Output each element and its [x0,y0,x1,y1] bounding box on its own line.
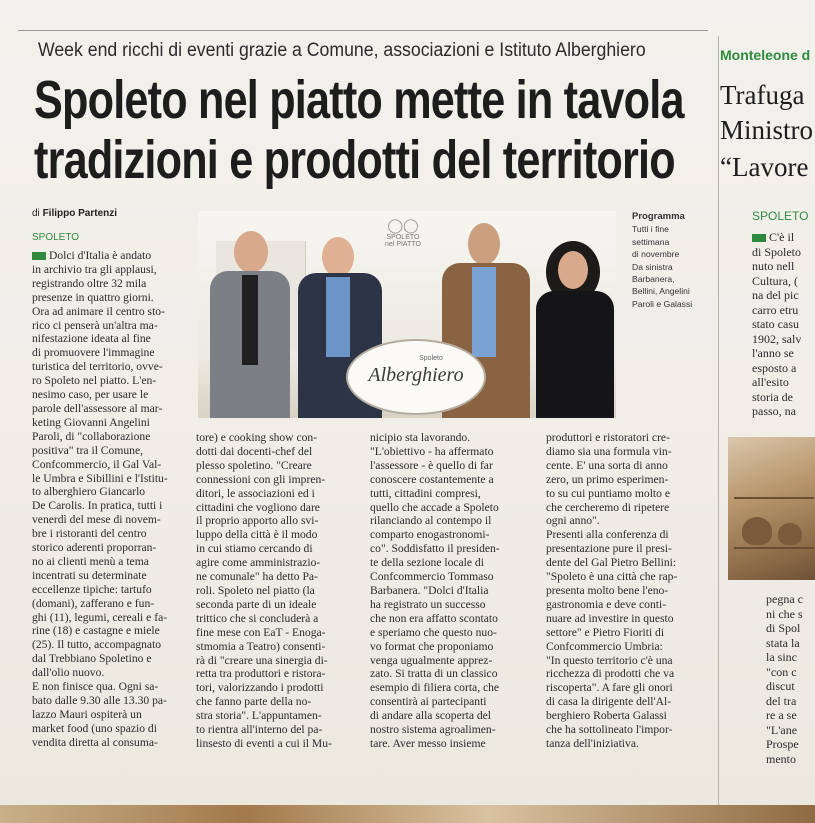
text-line: Prospe [766,737,799,751]
text-line: E non finisce qua. Ogni sa- [32,680,159,694]
text-line: lazzo Mauri ospiterà un [32,707,142,721]
text-line: registrando oltre 32 mila [32,276,147,290]
text-line: venerdì del mese di novem- [32,513,161,527]
text-line: ogni anno". [546,514,600,528]
sign-line-1: SPOLETO [386,234,420,241]
text-line: Confcommercio Tommaso [370,570,494,584]
top-rule [18,30,708,31]
text-line: di Spoleto [752,244,802,259]
byline-author: Filippo Partenzi [42,208,118,219]
text-line: che non era affatto scontato [370,611,498,625]
text-line: carro etru [752,302,799,317]
text-line: 1902, salv [752,331,802,346]
photo-shelf [734,547,814,549]
text-line: di novembre [632,249,680,260]
text-line: rilanciando al contempo il [370,514,492,528]
sidebar-photo [728,437,815,580]
text-line: Barbanera. "Dolci d'Italia [370,583,489,597]
text-line: "L'obiettivo - ha affermato [370,444,494,458]
text-line: stato casu [752,317,799,331]
logo-main-text: Alberghiero [368,364,464,386]
text-line: rine (18) e castagne e miele [32,624,160,638]
person-galassi [532,241,616,418]
sidebar-title-line-1: Trafuga [720,80,805,110]
sign-line-2: nel PIATTO [385,241,421,248]
text-line: stmomia a Teatro) consenti- [196,639,326,653]
person-shirt [472,267,496,357]
text-line: il proprio apporto allo svi- [196,514,319,528]
text-line: Presenti alla conferenza di [546,528,669,542]
text-line: cittadini che vogliono dare [196,500,320,514]
next-page-strip [0,805,815,823]
column-divider [718,36,719,806]
text-line: stata la [766,635,800,650]
article-headline [34,70,684,190]
text-line: discut [766,679,795,693]
text-line: esempio di filiera corta, che [370,681,500,695]
photo-artifact [742,517,772,545]
text-line: diamo sia una formula vin- [546,444,672,458]
text-line: Cultura, ( [752,273,798,288]
paragraph-bullet [32,252,46,260]
person-head [558,251,588,289]
text-line: tori, valorizzando i prodotti [196,681,324,695]
photo-caption [632,211,712,310]
text-line: turistica del territorio, ovve- [32,360,163,374]
photo-event-sign: ◯◯ SPOLETO nel PIATTO [348,217,458,285]
text-line: Bellini, Angelini [632,286,690,297]
text-line: di andare alla scoperta del [370,709,492,723]
text-line: che ha sottolineato l'impor- [546,723,673,737]
text-line: in cui stiamo cercando di [196,542,313,556]
text-line: ne comunale" ha detto Pa- [196,570,318,584]
sidebar-kicker: Monteleone d [720,47,811,63]
text-line: rà di "creare una sinergia di- [196,653,328,667]
sidebar-column-top [752,230,801,419]
text-line: to alberghiero Giancarlo [32,485,146,499]
text-line: Barbanera, [632,274,675,285]
text-line: passo, na [752,404,796,418]
text-line: luppo della città è il modo [196,528,318,542]
text-line: C'è il [752,230,801,245]
text-line: gastronomia e deve conti- [546,597,667,611]
text-line: di casa la dirigente dell'Al- [546,695,672,709]
article-column-4 [546,431,714,751]
paragraph-bullet [752,234,766,242]
text-line: Paroli, di "collaborazione [32,429,151,443]
text-line: seconda parte di un ideale [196,597,317,611]
text-line: "L'ane [766,722,798,737]
text-line: Tutti i fine [632,224,669,235]
text-line: di Spol [766,621,801,635]
article-column-1 [32,249,186,750]
text-line: produttori e ristoratori cre- [546,431,670,444]
person-shirt [326,277,350,357]
text-line: ro Spoleto nel piatto. L'en- [32,374,157,388]
sidebar-column-bottom [766,592,803,766]
text-line: che fanno parte della no- [196,695,312,709]
photo-artifact [778,523,802,545]
text-line: pegna c [766,592,803,606]
text-line: le Umbra e Sibillini e l'Istitu- [32,471,168,485]
text-line: l'anno se [752,346,794,360]
text-line: presenta molto bene l'eno- [546,583,669,597]
byline [32,208,117,219]
alberghiero-logo-plate [346,339,486,415]
text-line: to su cui puntiamo molto e [546,486,670,500]
text-line: dente del Gal Pietro Bellini: [546,556,677,570]
text-line: Da sinistra [632,261,673,272]
article-kicker: Week end ricchi di eventi grazie a Comune, associazioni e Istituto Alberghiero [38,40,646,61]
caption-text [632,223,712,310]
text-line: riscoperta". A fare gli onori [546,681,673,695]
text-line: zero, un primo esperimen- [546,472,669,486]
text-line: comparto enogastronomi- [370,528,490,542]
text-line: co". Soddisfatto il presiden- [370,542,500,556]
byline-prefix: di [32,208,40,219]
text-line: che cercheremo di ripetere [546,500,670,514]
text-line: la sinc [766,650,797,664]
text-line: trittico che si concluderà a [196,611,319,625]
text-line: Confcommercio, il Gal Val- [32,457,162,471]
text-line: nuare ad investire in questo [546,611,674,625]
text-line: venga ugualmente apprez- [370,653,493,667]
text-line: ricchezza di prodotti che va [546,667,675,681]
text-line: e speriamo che questo nuo- [370,625,497,639]
text-line: vendita diretta al consuma- [32,735,158,749]
text-line: berghiero Roberta Galassi [546,709,667,723]
text-line: nicipio sta lavorando. [370,431,471,444]
text-line: in archivio tra gli applausi, [32,262,157,276]
text-line: agire come amministrazio- [196,556,321,570]
text-line: Paroli e Galassi [632,298,693,309]
person-body [536,291,614,418]
text-line: rico ci penserà un'altra ma- [32,318,158,332]
text-line: dotti dai docenti-chef del [196,444,313,458]
text-line: Confcommercio Umbria: [546,639,663,653]
headline-line-2: tradizioni e prodotti del territorio [34,130,675,190]
text-line: cente. E' una sorta di anno [546,458,668,472]
text-line: settore" e Pietro Fioriti di [546,625,665,639]
text-line: tore) e cooking show con- [196,431,318,444]
text-line: (25). Il tutto, accompagnato [32,638,162,652]
text-line: fine mese con EaT - Enoga- [196,625,326,639]
text-line: bre i ristoranti del centro [32,527,147,541]
text-line: conoscere costantemente a [370,472,494,486]
text-line: market food (uno spazio di [32,721,157,735]
text-line: tutti, cittadini compresi, [370,486,481,500]
caption-title: Programma [632,211,685,222]
person-head [234,231,268,273]
text-line: parole dell'assessore al mar- [32,401,163,415]
text-line: quello che accade a Spoleto [370,500,499,514]
headline-line-1: Spoleto nel piatto mette in tavola [34,70,684,130]
text-line: settimana [632,236,670,247]
article-column-2 [196,431,356,751]
person-barbanera [204,231,290,418]
text-line: ditori, le associazioni ed i [196,486,315,500]
text-line: storia de [752,389,793,404]
text-line: ghi (11), legumi, cereali e fa- [32,610,168,624]
text-line: zato. Si tratta di un classico [370,667,498,681]
sidebar-section-tag: SPOLETO [752,209,809,223]
section-tag: SPOLETO [32,232,80,243]
text-line: no ai clienti menù a tema [32,554,149,568]
text-line: nesimo caso, per usare le [32,388,149,402]
text-line: vo format che proponiamo [370,639,494,653]
text-line: ha registrato un successo [370,597,486,611]
text-line: "Spoleto è una città che rap- [546,570,678,584]
text-line: nuto nell [752,259,795,273]
text-line: esposto a [752,360,797,375]
text-line: tanza dell'iniziativa. [546,736,639,750]
text-line: l'assessore - è quello di far [370,458,493,472]
text-line: nifestazione ideata al fine [32,332,151,346]
article-column-3 [370,431,534,751]
person-head [322,237,354,277]
text-line: na del pic [752,288,799,302]
text-line: (domani), zafferano e fun- [32,596,155,610]
text-line: keting Giovanni Angelini [32,415,150,429]
text-line: del tra [766,693,797,708]
logo-small-text: Spoleto [419,355,443,362]
text-line: nostro sistema agroalimen- [370,723,496,737]
text-line: di promuovere l'immagine [32,346,155,360]
text-line: bato dalle 9.30 alle 13.30 pa- [32,694,167,707]
text-line: tare. Aver messo insieme [370,736,486,750]
text-line: retta tra produttori e ristora- [196,667,326,681]
person-shirt [242,275,258,365]
text-line: "In questo territorio c'è una [546,653,673,667]
text-line: dall'olio nuovo. [32,666,105,680]
text-line: presenze in quattro giorni. [32,290,154,304]
text-line: presentazione pure il presi- [546,542,672,556]
sidebar-title-line-2: Ministro [720,115,814,145]
text-line: consentirà ai partecipanti [370,695,487,709]
text-line: Ora ad animare il centro sto- [32,304,165,318]
text-line: storico aderenti proporran- [32,541,157,555]
article-photo [198,211,616,418]
text-line: plesso spoletino. "Creare [196,458,312,472]
text-line: te della sezione locale di [370,556,484,570]
text-line: eccellenze tipiche: tartufo [32,582,152,596]
text-line: all'esito [752,375,789,389]
text-line: stra storia". L'appuntamen- [196,709,322,723]
text-line: to rientra all'interno del pa- [196,723,323,737]
photo-shelf [734,497,814,499]
sidebar-title-line-3: “Lavore [720,152,809,182]
text-line: re a se [766,708,797,722]
text-line: dal Trebbiano Spoletino e [32,652,152,666]
text-line: connessioni con gli impren- [196,472,326,486]
text-line: De Carolis. In pratica, tutti i [32,499,163,513]
text-line: "con c [766,664,797,679]
text-line: linsesto di eventi a cui il Mu- [196,736,332,750]
text-line: roli. Spoleto nel piatto (la [196,583,315,597]
text-line: mento [766,751,796,766]
text-line: incentrati su determinate [32,568,147,582]
text-line: positiva" tra il Comune, [32,443,143,457]
person-head [468,223,500,265]
text-line: ni che s [766,606,803,621]
text-line: Dolci d'Italia è andato [32,249,186,263]
